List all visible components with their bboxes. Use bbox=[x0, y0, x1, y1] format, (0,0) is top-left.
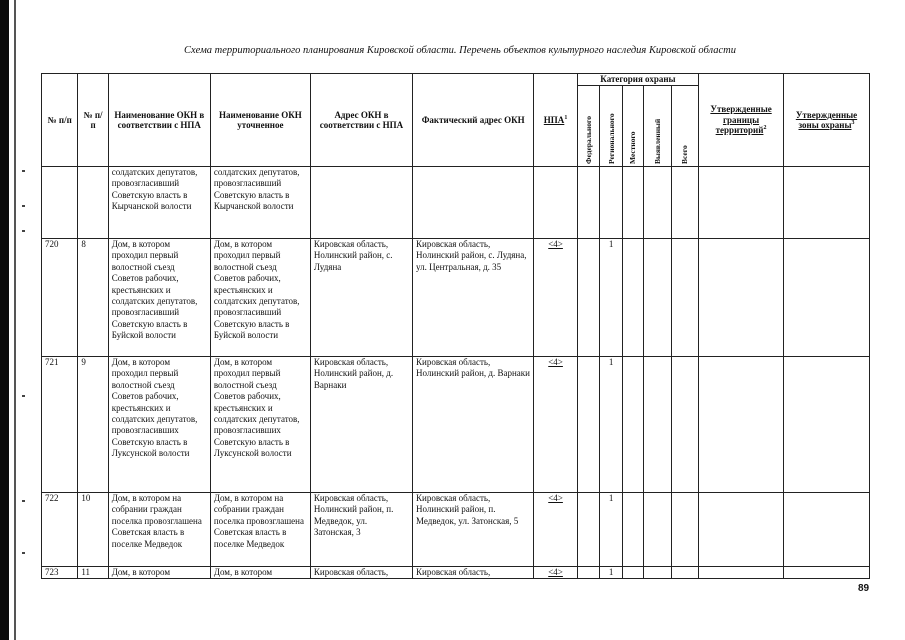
object-name-refined: солдатских депутатов, провозгласивший Советскую власть в Кырчанской волости bbox=[210, 167, 310, 239]
header-addr-fact: Фактический адрес ОКН bbox=[413, 74, 534, 167]
npa-ref: <4> bbox=[534, 239, 577, 357]
npa-ref: <4> bbox=[534, 357, 577, 493]
object-name-refined: Дом, в котором bbox=[210, 567, 310, 579]
row-number bbox=[42, 167, 78, 239]
object-name-npa: Дом, в котором проходил первый волостной съезд Советов рабочих, крестьянских и солдатских депутатов, провозгласивших Советскую власть в Луксунской волости bbox=[108, 357, 210, 493]
document-title: Схема территориального планирования Кировской области. Перечень объектов культурного наследия Кировской области bbox=[184, 45, 736, 56]
npa-ref: <4> bbox=[534, 493, 577, 567]
header-zones: Утвержденные зоны охраны$^3$ bbox=[784, 74, 870, 167]
header-local: Местного bbox=[623, 85, 643, 167]
row-subnumber: 8 bbox=[78, 239, 108, 357]
npa-ref: <4> bbox=[534, 567, 577, 579]
object-name-npa: Дом, в котором на собрании граждан поселка провозглашена Советская власть в поселке Медведок bbox=[108, 493, 210, 567]
header-num1: № п/п bbox=[42, 74, 78, 167]
object-name-npa: солдатских депутатов, провозгласивший Советскую власть в Кырчанской волости bbox=[108, 167, 210, 239]
row-subnumber: 9 bbox=[78, 357, 108, 493]
header-name-npa: Наименование ОКН в соответствии с НПА bbox=[108, 74, 210, 167]
object-name-npa: Дом, в котором проходил первый волостной съезд Советов рабочих, крестьянских и солдатских депутатов, провозгласивший Советскую власть в Буйской волости bbox=[108, 239, 210, 357]
table-row bbox=[42, 567, 870, 579]
object-address-npa: Кировская область, Нолинский район, п. Медведок, ул. Затонская, 3 bbox=[310, 493, 412, 567]
table-row bbox=[42, 357, 870, 493]
header-npa: НПА$^1$ bbox=[534, 74, 577, 167]
header-category: Категория охраны bbox=[577, 74, 698, 86]
object-name-refined: Дом, в котором проходил первый волостной съезд Советов рабочих, крестьянских и солдатских депутатов, провозгласивших Советскую власть в Луксунской волости bbox=[210, 357, 310, 493]
row-number: 723 bbox=[42, 567, 78, 579]
header-identified: Выявленный bbox=[643, 85, 671, 167]
regional-value: 1 bbox=[600, 567, 623, 579]
object-name-refined: Дом, в котором на собрании граждан поселка провозглашена Советская власть в поселке Медведок bbox=[210, 493, 310, 567]
object-name-refined: Дом, в котором проходил первый волостной съезд Советов рабочих, крестьянских и солдатских депутатов, провозгласивший Советскую власть в Буйской волости bbox=[210, 239, 310, 357]
row-subnumber: 10 bbox=[78, 493, 108, 567]
row-subnumber bbox=[78, 167, 108, 239]
scan-binding-edge bbox=[0, 0, 9, 640]
row-number: 720 bbox=[42, 239, 78, 357]
header-name-refined: Наименование ОКН уточненное bbox=[210, 74, 310, 167]
object-address-fact: Кировская область, Нолинский район, п. Медведок, ул. Затонская, 5 bbox=[413, 493, 534, 567]
row-subnumber: 11 bbox=[78, 567, 108, 579]
table-row bbox=[42, 493, 870, 567]
heritage-objects-table bbox=[41, 73, 870, 579]
regional-value: 1 bbox=[600, 357, 623, 493]
npa-ref bbox=[534, 167, 577, 239]
header-total: Всего bbox=[671, 85, 698, 167]
object-address-fact: Кировская область, Нолинский район, с. Лудяна, ул. Центральная, д. 35 bbox=[413, 239, 534, 357]
scan-binding-line bbox=[14, 0, 16, 640]
header-addr-npa: Адрес ОКН в соответствии с НПА bbox=[310, 74, 412, 167]
object-address-npa: Кировская область, Нолинский район, с. Лудяна bbox=[310, 239, 412, 357]
table-row bbox=[42, 167, 870, 239]
header-regional: Регионального bbox=[600, 85, 623, 167]
regional-value bbox=[600, 167, 623, 239]
table-row bbox=[42, 239, 870, 357]
header-territory: Утвержденные границы территорий$^2$ bbox=[699, 74, 784, 167]
object-address-fact: Кировская область, bbox=[413, 567, 534, 579]
header-federal: Федерального bbox=[577, 85, 599, 167]
object-address-fact: Кировская область, Нолинский район, д. Варнаки bbox=[413, 357, 534, 493]
header-num2: № п/п bbox=[78, 74, 108, 167]
row-number: 722 bbox=[42, 493, 78, 567]
object-address-npa: Кировская область, Нолинский район, д. Варнаки bbox=[310, 357, 412, 493]
regional-value: 1 bbox=[600, 493, 623, 567]
object-name-npa: Дом, в котором bbox=[108, 567, 210, 579]
object-address-fact bbox=[413, 167, 534, 239]
object-address-npa: Кировская область, bbox=[310, 567, 412, 579]
row-number: 721 bbox=[42, 357, 78, 493]
object-address-npa bbox=[310, 167, 412, 239]
regional-value: 1 bbox=[600, 239, 623, 357]
page-number: 89 bbox=[858, 583, 870, 594]
